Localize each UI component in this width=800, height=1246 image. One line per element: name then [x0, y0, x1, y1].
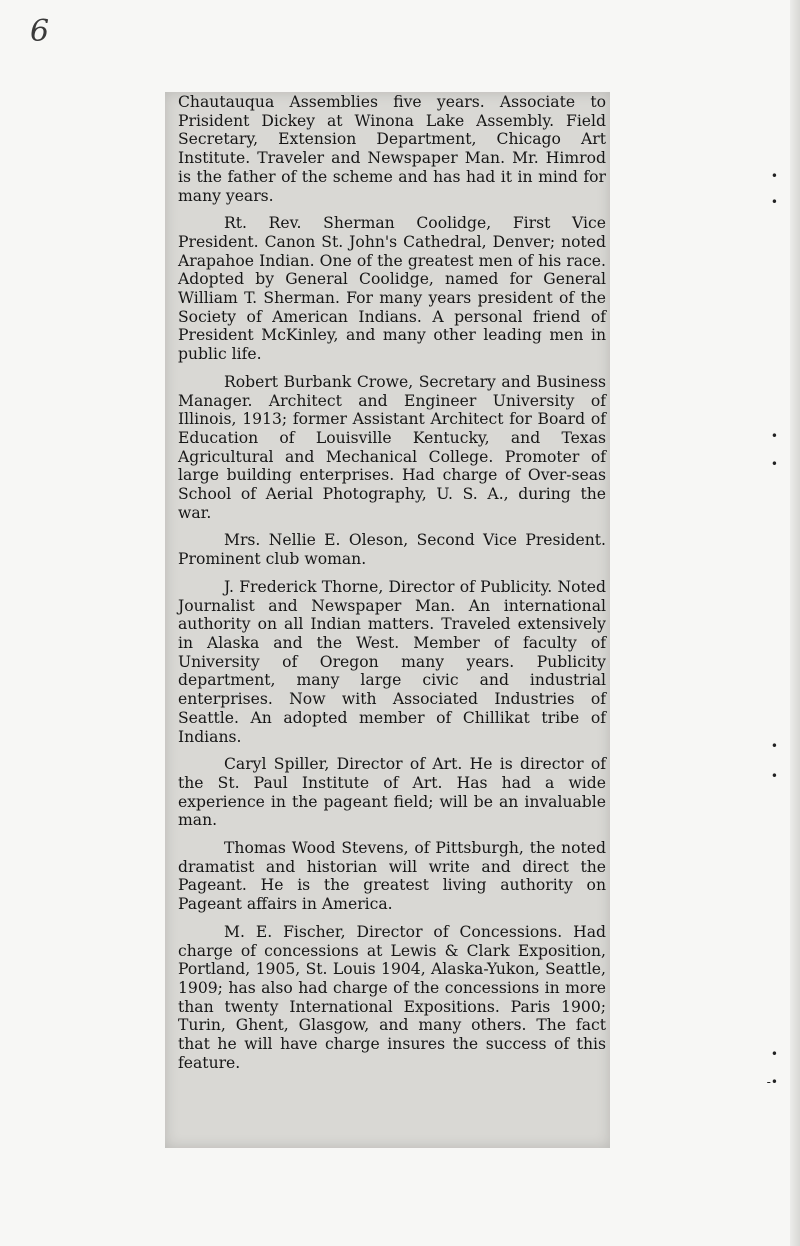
margin-mark: •	[770, 429, 778, 443]
paragraph-fischer: M. E. Fischer, Director of Concessions. Had charge of concessions at Lewis & Clark Exposition, Portland, 1905, St. Louis 1904, Alaska-Yukon, Seattle, 1909; has also had charge of the concessions in more than twenty International Expositions. Paris 1900; Turin, Ghent, Glasgow, and many others. The fact that he will have charge insures the success of this feature.	[178, 922, 606, 1072]
paragraph-crowe: Robert Burbank Crowe, Secretary and Business Manager. Architect and Engineer University of Illinois, 1913; former Assistant Architect for Board of Education of Louisville Kentucky, and Texas Agricultural and Mechanical College. Promoter of large building enterprises. Had charge of Over-seas School of Aerial Photography, U. S. A., during the war.	[178, 372, 606, 522]
page-fold-edge	[790, 0, 800, 1246]
paragraph-spiller: Caryl Spiller, Director of Art. He is director of the St. Paul Institute of Art. Has had a wide experience in the pageant field; will be an invaluable man.	[178, 755, 606, 830]
page-number: 6	[30, 14, 50, 49]
margin-mark: -•	[766, 1075, 778, 1089]
margin-mark: •	[770, 195, 778, 209]
paragraph-stevens: Thomas Wood Stevens, of Pittsburgh, the noted dramatist and historian will write and direct the Pageant. He is the greatest living authority on Pageant affairs in America.	[178, 839, 606, 914]
margin-mark: •	[770, 457, 778, 471]
margin-mark: •	[770, 169, 778, 183]
margin-mark: •	[770, 1047, 778, 1061]
paragraph-oleson: Mrs. Nellie E. Oleson, Second Vice President. Prominent club woman.	[178, 531, 606, 569]
paragraph-coolidge: Rt. Rev. Sherman Coolidge, First Vice President. Canon St. John's Cathedral, Denver; noted Arapahoe Indian. One of the greatest men of his race. Adopted by General Coolidge, named for General William T. Sherman. For many years president of the Society of American Indians. A personal friend of President McKinley, and many other leading men in public life.	[178, 214, 606, 364]
paragraph-thorne: J. Frederick Thorne, Director of Publicity. Noted Journalist and Newspaper Man. An international authority on all Indian matters. Traveled extensively in Alaska and the West. Member of faculty of University of Oregon many years. Publicity department, many large civic and industrial enterprises. Now with Associated Industries of Seattle. An adopted member of Chillikat tribe of Indians.	[178, 577, 606, 746]
paragraph-himrod: Chautauqua Assemblies five years. Associate to Prisident Dickey at Winona Lake Assembly. Field Secretary, Extension Department, Chicago Art Institute. Traveler and Newspaper Man. Mr. Himrod is the father of the scheme and has had it in mind for many years.	[178, 93, 606, 205]
clipping-text	[178, 93, 606, 1081]
margin-mark: •	[770, 739, 778, 753]
margin-mark: •	[770, 769, 778, 783]
